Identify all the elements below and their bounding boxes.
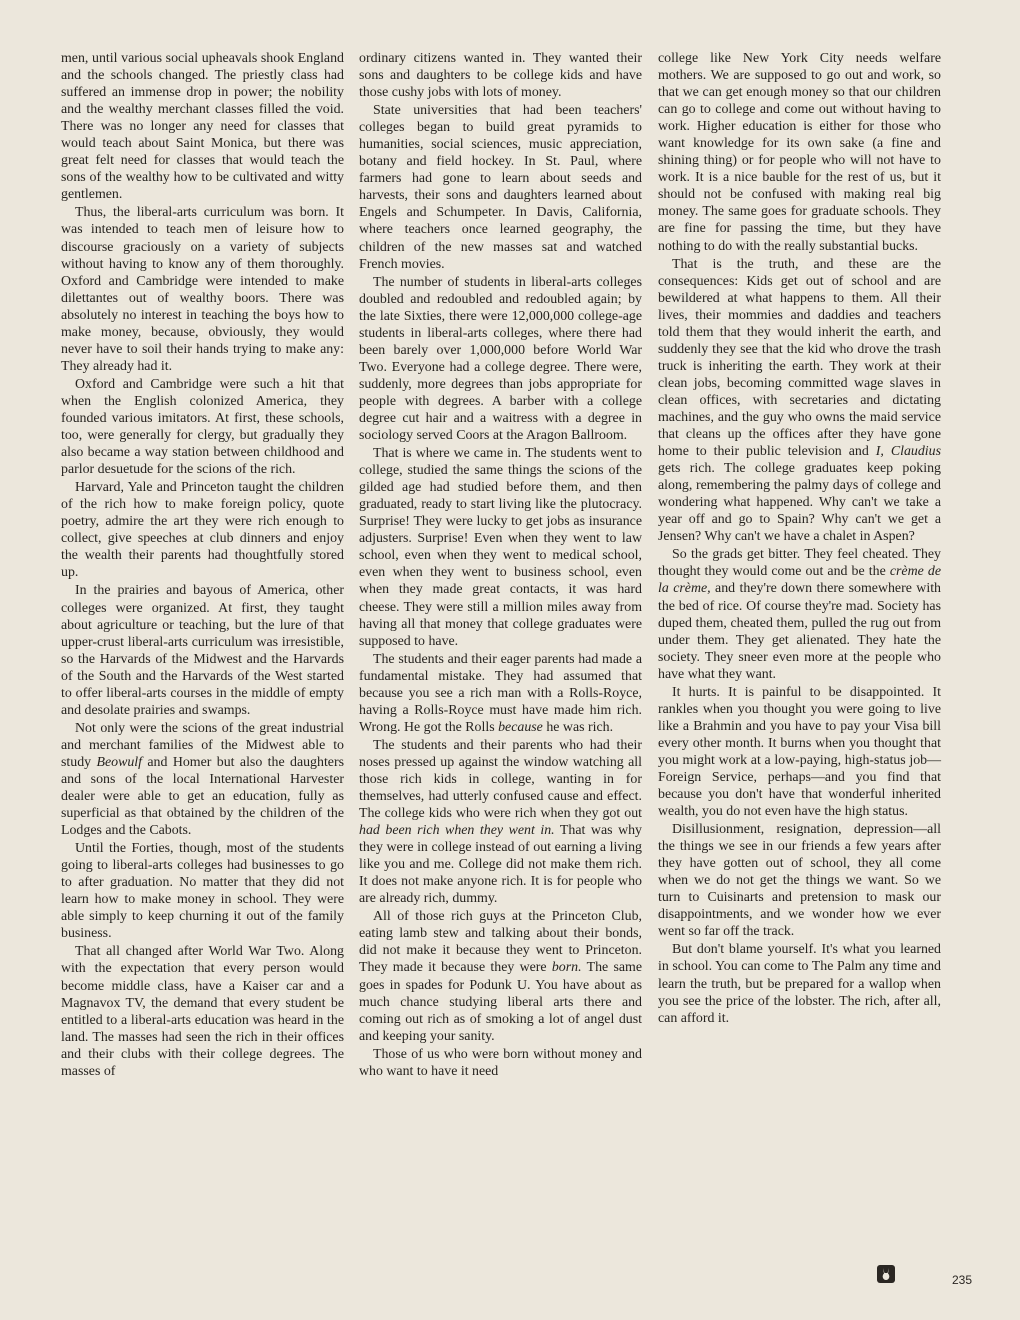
text-run: Those of us who were born without money and who want to have it need [359,1046,642,1079]
paragraph [658,256,941,546]
text-run: The students and their eager parents had made a fundamental mistake. They had assumed that because you see a rich man with a Rolls-Royce, having a Rolls-Royce must have made him rich. Wrong. He got the Rolls [359,651,642,735]
paragraph [359,445,642,650]
italic-text: because [498,719,543,735]
paragraph [61,582,344,718]
text-run: gets rich. The college graduates keep poking along, remembering the palmy days of college and wondering what happened. Why can't we take a year off and go to Spain? Why can't we get a Jensen? Why can't we have a chalet in Aspen? [658,461,941,545]
italic-text: born. [551,960,582,976]
italic-text: Beowulf [96,754,143,770]
italic-text: crème de la crème, [658,564,941,597]
text-run: The students and their parents who had their noses pressed up against the window watching all those rich kids in college, wanting in for themselves, had utterly confused cause and effect. The college kids who were rich when they got out [359,737,642,822]
paragraph [359,274,642,444]
paragraph [359,651,642,736]
paragraph [61,720,344,839]
text-run: college like New York City needs welfare mothers. We are supposed to go out and work, so that we can get enough money so that our children can go to college and come out without having to work. Higher education is either for those who want knowledge for its own sake (a fine and shining thing) or for people who will not have to work. It is a nice bauble for the rest of us, but it should not be confused with making real big money. The same goes for graduate schools. They are fine for passing the time, but they have nothing to do with the really substantial bucks. [658,51,941,254]
text-run: So the grads get bitter. They feel cheated. They thought they would come out and be the [658,547,941,580]
paragraph [359,737,642,907]
text-run: The number of students in liberal-arts colleges doubled and redoubled and redoubled again; by the late Sixties, there were 12,000,000 college-age students in liberal-arts colleges, where there had been barely over 1,000,000 before World War Two. Everyone had a college degree. There were, suddenly, more degrees than jobs appropriate for people with degrees. A barber with a college degree cut hair and a waitress with a degree in sociology served Coors at the Aragon Ballroom. [359,274,642,444]
text-run: That is where we came in. The students went to college, studied the same things the scions of the gilded age had studied before them, and then graduated, ready to start living like the plutocracy. Surprise! They were lucky to get jobs as insurance adjusters. Surprise! Even when they went to law school, even when they went to medical school, even when they went to business school, even when they made great contacts, it was hard cheese. They were still a million miles away from having all that money that college graduates were supposed to have. [359,446,642,649]
text-run: he was rich. [542,719,614,735]
text-run: State universities that had been teachers' colleges began to build great pyramids to humanities, social sciences, music appreciation, botany and field hockey. In St. Paul, where farmers had gone to learn about seeds and harvests, their sons and daughters learned about Engels and Schumpeter. In Davis, California, where teachers once learned geography, the children of the new masses sat and watched French movies. [359,103,642,272]
paragraph [359,908,642,1044]
paragraph [658,546,941,682]
text-run: It hurts. It is painful to be disappointed. It rankles when you thought you were going to live like a Brahmin and you have to pay your Visa bill every other month. It burns when you thought that you might work at a low-paying, high-status job—Foreign Service, perhaps—and you find that because you don't have that wonderful inherited wealth, you do not even have the high status. [658,684,941,820]
text-run: That is the truth, and these are the consequences: Kids get out of school and are bewildered at what happens to them. All their lives, their mommies and daddies and teachers told them that they would inherit the earth, and suddenly they see that the kid who drove the trash truck is inheriting the earth. They work at their clean jobs, becoming committed wage slaves in clean offices, with secretaries and dictating machines, and the guy who owns the maid service that cleans up the offices after they have gone home to their public television and [658,256,941,460]
text-run: That all changed after World War Two. Along with the expectation that every person would become middle class, have a Kaiser car and a Magnavox TV, the demand that every student be entitled to a liberal-arts education was heard in the land. The masses had seen the rich in their offices and their clubs with their college degrees. The masses of [61,944,344,1079]
paragraph [359,102,642,272]
text-run: Thus, the liberal-arts curriculum was born. It was intended to teach men of leisure how to discourse graciously on a variety of subjects without having to know any of them thoroughly. Oxford and Cambridge were intended to make dilettantes out of wealthy boors. There was absolutely no interest in teaching the boys how to make money, because, obviously, they would never have to soil their hands trying to make any: They already had it. [61,205,344,374]
paragraph [359,50,642,101]
italic-text: I, Claudius [875,444,941,460]
page-number: 235 [952,1273,973,1287]
text-run: Harvard, Yale and Princeton taught the children of the rich how to make foreign policy, quote poetry, admire the art they were rich enough to collect, give speeches at club dinners and enjoy the wealth their parents had thoughtfully stored up. [61,480,344,581]
paragraph [61,376,344,478]
italic-text: had been rich when they went in. [359,823,555,839]
paragraph [658,684,941,820]
text-run: In the prairies and bayous of America, other colleges were organized. At first, they taught about agriculture or teaching, but the lure of that upper-crust liberal-arts curriculum was irresistible, so the Harvards of the Midwest and the Harvards of the South and the Harvards of the West started to offer liberal-arts courses in the middle of empty and desolate prairies and swamps. [61,583,344,718]
text-run: Disillusionment, resignation, depression—all the things we see in our friends a few years after they have gotten out of school, they all come when we do not get the things we want. So we turn to Cuisinarts and pretension to mask our disappointments, and we wonder how we ever went so far off the track. [658,822,941,940]
rabbit-head-icon [877,1265,895,1283]
text-run: Until the Forties, though, most of the students going to liberal-arts colleges had businesses to go to after graduation. No matter that they did not learn how to make money in school. They were able simply to keep churning it out of the family business. [61,841,344,942]
paragraph [359,1046,642,1080]
text-run: But don't blame yourself. It's what you learned in school. You can come to The Palm any time and learn the truth, but be prepared for a wallop when you see the price of the lobster. The rich, after all, can afford it. [658,942,941,1026]
text-run: That was why they were in college instead of out earning a living like you and me. College did not make them rich. It does not make anyone rich. It is for people who are already rich, dummy. [359,823,642,907]
paragraph [658,941,941,1026]
paragraph [61,204,344,374]
paragraph [658,821,941,940]
text-run: All of those rich guys at the Princeton Club, eating lamb stew and talking about their bonds, did not make it because they went to Princeton. They made it because they were [359,909,642,976]
text-column-3 [658,50,941,1027]
text-run: Not only were the scions of the great industrial and merchant families of the Midwest able to study [61,720,344,770]
paragraph [61,50,344,203]
text-run: and Homer but also the daughters and sons of the local International Harvester dealer were able to get an education, fully as superficial as that obtained by the children of the Lodges and the Cabots. [61,754,345,839]
text-run: Oxford and Cambridge were such a hit that when the English colonized America, they founded various imitators. At first, these schools, too, were generally for clergy, but gradually they also became a way station between childhood and parlor desuetude for the scions of the rich. [61,376,344,478]
paragraph [61,943,344,1079]
text-run: ordinary citizens wanted in. They wanted their sons and daughters to be college kids and have those cushy jobs with lots of money. [359,51,642,101]
paragraph [61,840,344,942]
text-column-2 [359,50,642,1080]
text-run: The same goes in spades for Podunk U. You have about as much chance studying liberal arts there and coming out rich as of smoking a lot of angel dust and keeping your sanity. [359,960,642,1044]
text-run: men, until various social upheavals shook England and the schools changed. The priestly class had suffered an immense drop in power; the nobility and the wealthy merchant classes filled the void. There was no longer any need for classes that would teach about Saint Monica, but there was great felt need for classes that would teach the sons of the wealthy how to be cultivated and witty gentlemen. [61,51,344,203]
text-column-1 [61,50,344,1080]
paragraph [61,479,344,581]
text-run: and they're down there somewhere with the bed of rice. Of course they're mad. Society has duped them, cheated them, pulled the rug out from under them. They get alienated. They hate the society. They sneer even more at the people who have what they want. [658,581,941,682]
paragraph [658,50,941,255]
